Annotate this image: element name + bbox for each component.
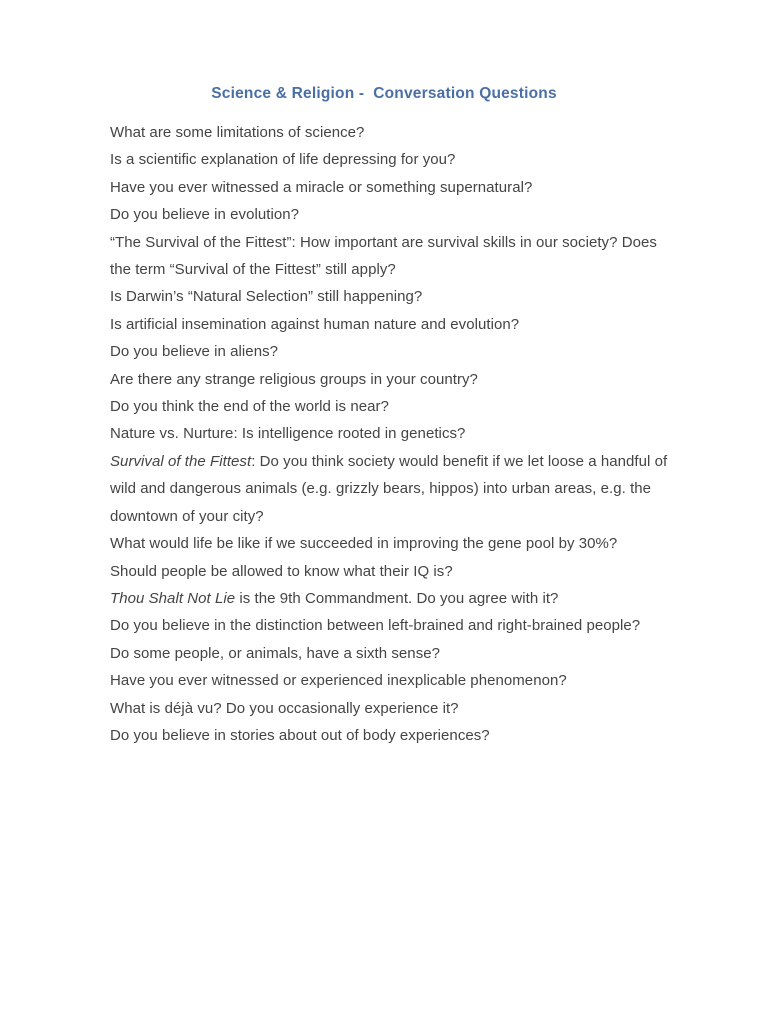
question-text: is the 9th Commandment. Do you agree with it? xyxy=(235,589,559,607)
question-text: : Do you think society would benefit if we let loose a handful of wild and dangerous animals (e.g. grizzly bears, hippos) into urban areas, e.g. the downtown of your city? xyxy=(110,452,668,525)
question-item xyxy=(110,366,670,393)
question-text: Nature vs. Nurture: Is intelligence rooted in genetics? xyxy=(110,425,466,443)
question-text: What is déjà vu? Do you occasionally experience it? xyxy=(110,699,459,717)
question-text: Is artificial insemination against human nature and evolution? xyxy=(110,315,520,333)
question-italic-phrase: Survival of the Fittest xyxy=(110,452,252,470)
question-text: Do you believe in evolution? xyxy=(110,206,300,224)
question-item xyxy=(110,283,670,310)
question-text: Have you ever witnessed a miracle or something supernatural? xyxy=(110,178,533,196)
question-text: What would life be like if we succeeded in improving the gene pool by 30%? xyxy=(110,535,618,553)
question-item xyxy=(110,393,670,420)
question-text: Is Darwin’s “Natural Selection” still happening? xyxy=(110,288,423,306)
question-text: Do some people, or animals, have a sixth sense? xyxy=(110,644,441,662)
question-item xyxy=(110,722,670,749)
question-text: Do you believe in aliens? xyxy=(110,343,279,361)
question-text: What are some limitations of science? xyxy=(110,124,365,141)
question-text: Do you believe in stories about out of body experiences? xyxy=(110,726,490,744)
question-text: Have you ever witnessed or experienced inexplicable phenomenon? xyxy=(110,672,567,690)
question-item xyxy=(110,338,670,365)
question-text: Are there any strange religious groups in your country? xyxy=(110,370,478,388)
question-text: Do you believe in the distinction between left-brained and right-brained people? xyxy=(110,617,641,635)
question-text: Should people be allowed to know what their IQ is? xyxy=(110,562,453,580)
question-item xyxy=(110,311,670,338)
question-item xyxy=(110,448,670,530)
question-item xyxy=(110,558,670,585)
question-item xyxy=(110,612,670,639)
question-item xyxy=(110,420,670,447)
question-list xyxy=(110,119,670,749)
question-item xyxy=(110,530,670,557)
question-item xyxy=(110,695,670,722)
question-text: Do you think the end of the world is near? xyxy=(110,398,389,416)
question-item xyxy=(110,585,670,612)
question-item xyxy=(110,229,670,284)
question-item xyxy=(110,119,670,146)
question-text: Is a scientific explanation of life depressing for you? xyxy=(110,151,456,169)
question-item xyxy=(110,667,670,694)
question-item xyxy=(110,201,670,228)
question-text: “The Survival of the Fittest”: How important are survival skills in our society? Does the term “Survival of the Fittest” still apply? xyxy=(110,233,657,279)
question-italic-phrase: Thou Shalt Not Lie xyxy=(110,589,236,607)
question-item xyxy=(110,146,670,173)
question-item xyxy=(110,174,670,201)
document-title: Science & Religion - Conversation Questions xyxy=(211,85,557,102)
question-item xyxy=(110,640,670,667)
